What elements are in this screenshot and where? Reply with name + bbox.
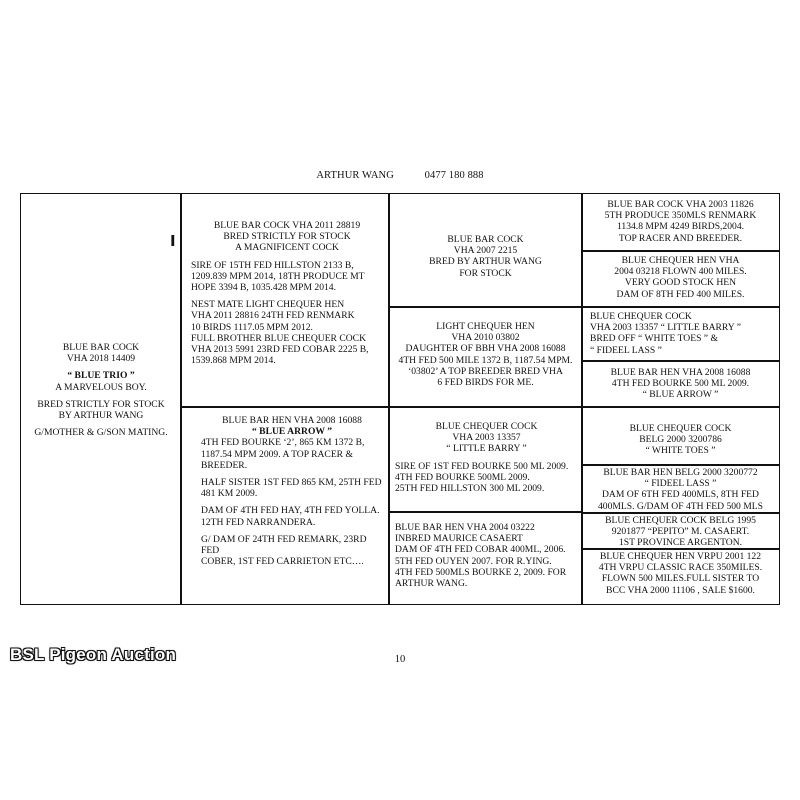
dam-notes-4: G/ DAM OF 24TH FED REMARK, 23RD FED COBER, 1ST FED CARRIETON ETC…. [201,533,367,568]
ssd-text: BLUE CHEQUER HEN VHA 2004 03218 FLOWN 400 MILES. VERY GOOD STOCK HEN DAM OF 8TH FED 400 MILES. [614,255,747,300]
dsd-text: BLUE BAR HEN BELG 2000 3200772 “ FIDEEL LASS ” DAM OF 6TH FED 400MLS, 8TH FED 400MLS. G/DAM OF 4TH FED 500 MLS [598,467,763,512]
sdd-cell [581,360,780,408]
dam-dam-cell [388,511,583,605]
sire-dam-text: LIGHT CHEQUER HEN VHA 2010 03802 DAUGHTER OF BBH VHA 2008 16088 4TH FED 500 MILE 1372 B, 1187.54 MPM. ‘03802’ A TOP BREEDER BRED VHA 6 FED BIRDS FOR ME. [398,321,573,389]
sdd-text: BLUE BAR HEN VHA 2008 16088 4TH FED BOURKE 500 ML 2009. “ BLUE ARROW ” [610,367,751,401]
document-header [0,170,800,181]
ssd-cell [581,250,780,308]
ddd-text: BLUE CHEQUER HEN VRPU 2001 122 4TH VRPU CLASSIC RACE 350MILES. FLOWN 500 MILES.FULL SISTER TO BCC VHA 2000 11106 , SALE $1600. [598,551,763,596]
subject-ring: VHA 2018 14409 [66,353,136,365]
subject-description: A MARVELOUS BOY. [55,381,147,393]
dds-text: BLUE CHEQUER COCK BELG 1995 9201877 “PEPITO” M. CASAERT. 1ST PROVINCE ARGENTON. [605,515,756,549]
dss-cell [581,406,780,466]
dsd-cell [581,464,780,514]
subject-mating: G/MOTHER & G/SON MATING. [34,427,168,439]
dam-sire-cell [388,406,583,513]
sire-notes-1: SIRE OF 15TH FED HILLSTON 2133 B, 1209.839 MPM 2014, 18TH PRODUCE MT HOPE 3394 B, 1035.428 MPM 2014. [191,259,365,294]
dam-notes-2: HALF SISTER 1ST FED 865 KM, 25TH FED 481 KM 2009. [201,477,382,500]
sss-text: BLUE BAR COCK VHA 2003 11826 5TH PRODUCE 350MLS RENMARK 1134.8 MPM 4249 BIRDS,2004. TOP RACER AND BREEDER. [604,199,757,244]
dss-text: BLUE CHEQUER COCK BELG 2000 3200786 “ WHITE TOES ” [629,423,732,457]
sire-dam-cell [388,306,583,408]
page-number: 10 [394,654,406,665]
dam-dam-text: BLUE BAR HEN VHA 2004 03222 INBRED MAURICE CASAERT DAM OF 4TH FED COBAR 400ML, 2006. 5TH FED OUYEN 2007. FOR R.YING. 4TH FED 500MLS BOURKE 2, 2009. FOR ARTHUR WANG. [395,522,567,590]
sire-sire-text: BLUE BAR COCK VHA 2007 2215 BRED BY ARTHUR WANG FOR STOCK [429,234,542,279]
ddd-cell [581,548,780,605]
pedigree-grid [20,193,780,605]
sds-cell [581,306,780,362]
dam-title: BLUE BAR HEN VHA 2008 16088 [222,415,362,426]
subject-bred: BRED STRICTLY FOR STOCK BY ARTHUR WANG [37,398,165,422]
sss-cell [581,193,780,252]
sds-text: BLUE CHEQUER COCK VHA 2003 13357 “ LITTLE BARRY ” BRED OFF “ WHITE TOES ” & “ FIDEEL LASS ” [590,311,741,356]
dam-sire-title: BLUE CHEQUER COCK VHA 2003 13357 “ LITTLE BARRY ” [435,421,538,455]
dam-notes-1: 4TH FED BOURKE ‘2’, 865 KM 1372 B, 1187.54 MPM 2009. A TOP RACER & BREEDER. [201,437,365,471]
breeder-phone: 0477 180 888 [424,170,484,181]
dam-sire-text: SIRE OF 1ST FED BOURKE 500 ML 2009. 4TH FED BOURKE 500ML 2009. 25TH FED HILLSTON 300 ML 2009. [395,460,569,495]
sire-title: BLUE BAR COCK VHA 2011 28819 BRED STRICTLY FOR STOCK A MAGNIFICENT COCK [213,220,361,254]
subject-nickname: “ BLUE TRIO ” [67,370,135,382]
subject-cell [20,193,182,605]
dam-cell [180,406,390,605]
dam-nickname: “ BLUE ARROW ” [251,426,333,438]
sire-sire-cell [388,193,583,308]
text-cursor-icon: I [170,232,176,250]
watermark-logo: BSL Pigeon Auction [10,645,177,664]
breeder-name: ARTHUR WANG [316,170,394,181]
sire-notes-2: NEST MATE LIGHT CHEQUER HEN VHA 2011 28816 24TH FED RENMARK 10 BIRDS 1117.05 MPM 2012. FULL BROTHER BLUE CHEQUER COCK VHA 2013 5991 23RD FED COBAR 2225 B, 1539.868 MPM 2014. [191,299,369,367]
subject-line1: BLUE BAR COCK [62,342,140,353]
dds-cell [581,512,780,550]
sire-cell [180,193,390,408]
dam-notes-3: DAM OF 4TH FED HAY, 4TH FED YOLLA. 12TH FED NARRANDERA. [201,505,380,528]
